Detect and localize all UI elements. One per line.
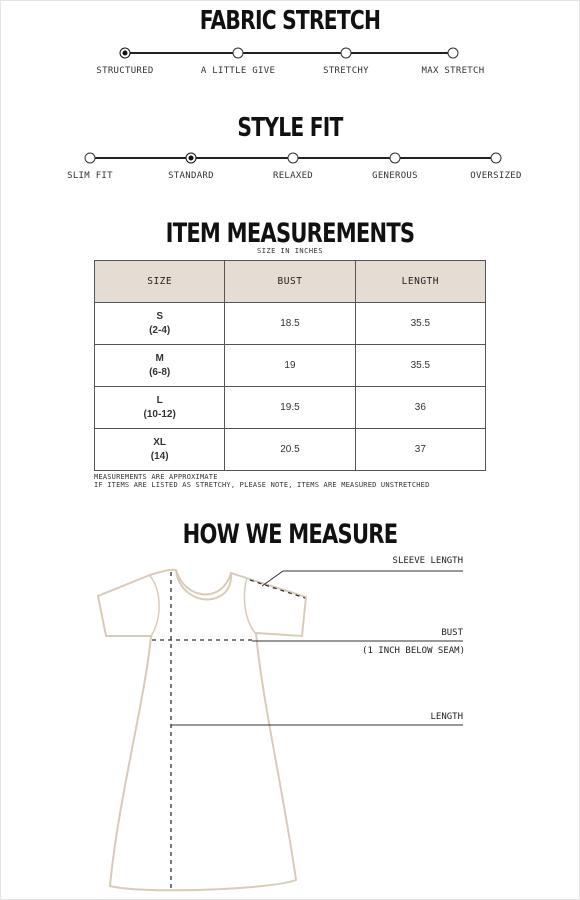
length-cell: 36 bbox=[355, 387, 485, 429]
bust-cell: 19.5 bbox=[225, 387, 355, 429]
table-header-row bbox=[95, 261, 486, 303]
style-fit-dot-generous bbox=[390, 153, 401, 164]
garment-diagram bbox=[0, 540, 580, 900]
bust-cell: 19 bbox=[225, 345, 355, 387]
size-label: S bbox=[156, 310, 163, 322]
sleeve-leader-line bbox=[262, 571, 463, 586]
size-cell bbox=[95, 387, 225, 429]
style-fit-dot-slim-fit bbox=[85, 153, 96, 164]
fabric-stretch-dot-a-little-give bbox=[233, 48, 244, 59]
length-cell: 35.5 bbox=[355, 345, 485, 387]
sleeve-length-label: SLEEVE LENGTH bbox=[392, 556, 463, 566]
dress-outline bbox=[98, 570, 306, 891]
style-fit-dot-oversized bbox=[491, 153, 502, 164]
style-fit-dot-relaxed bbox=[288, 153, 299, 164]
header-length: LENGTH bbox=[355, 261, 485, 303]
fabric-stretch-dot-max-stretch bbox=[448, 48, 459, 59]
fabric-stretch-label: STRETCHY bbox=[323, 66, 369, 76]
measurements-subtitle: SIZE IN INCHES bbox=[256, 247, 323, 255]
size-range: (14) bbox=[150, 450, 169, 462]
style-fit-label: GENEROUS bbox=[372, 171, 418, 181]
fabric-stretch-label: A LITTLE GIVE bbox=[200, 66, 276, 76]
fabric-stretch-label: MAX STRETCH bbox=[421, 66, 485, 76]
bust-label: BUST bbox=[441, 628, 463, 638]
size-label: M bbox=[155, 352, 164, 364]
length-cell: 35.5 bbox=[355, 303, 485, 345]
how-we-measure-title: HOW WE MEASURE bbox=[182, 519, 398, 550]
style-fit-title: STYLE FIT bbox=[237, 113, 343, 143]
length-cell: 37 bbox=[355, 429, 485, 471]
size-range: (2-4) bbox=[149, 324, 171, 336]
left-armhole-seam bbox=[150, 576, 159, 636]
fabric-stretch-label: STRUCTURED bbox=[96, 66, 154, 76]
style-fit-label: SLIM FIT bbox=[67, 171, 113, 181]
fabric-stretch-dot-structured bbox=[120, 48, 131, 59]
size-cell bbox=[95, 303, 225, 345]
style-fit-label: OVERSIZED bbox=[470, 171, 522, 181]
table-row bbox=[95, 387, 486, 429]
bust-cell: 18.5 bbox=[225, 303, 355, 345]
style-fit-dot-standard bbox=[186, 153, 197, 164]
header-size: SIZE bbox=[95, 261, 225, 303]
bust-sub-label: (1 INCH BELOW SEAM) bbox=[362, 646, 465, 656]
style-fit-label: STANDARD bbox=[168, 171, 214, 181]
size-label: L bbox=[156, 394, 163, 406]
length-label: LENGTH bbox=[430, 712, 463, 722]
note-approximate: MEASUREMENTS ARE APPROXIMATE bbox=[94, 473, 218, 481]
size-range: (10-12) bbox=[143, 408, 176, 420]
size-cell bbox=[95, 345, 225, 387]
measurements-table bbox=[94, 260, 486, 471]
fabric-stretch-title: FABRIC STRETCH bbox=[199, 6, 381, 36]
sleeve-dashed-line bbox=[250, 580, 305, 598]
style-fit-label: RELAXED bbox=[272, 171, 314, 181]
table-row bbox=[95, 303, 486, 345]
measurements-title: ITEM MEASUREMENTS bbox=[165, 218, 415, 249]
size-cell bbox=[95, 429, 225, 471]
table-row bbox=[95, 345, 486, 387]
size-label: XL bbox=[153, 436, 167, 448]
fabric-stretch-track bbox=[125, 52, 453, 54]
note-unstretched: IF ITEMS ARE LISTED AS STRETCHY, PLEASE NOTE, ITEMS ARE MEASURED UNSTRETCHED bbox=[94, 481, 430, 489]
header-bust: BUST bbox=[225, 261, 355, 303]
fabric-stretch-dot-stretchy bbox=[341, 48, 352, 59]
right-armhole-seam bbox=[244, 578, 256, 634]
table-row bbox=[95, 429, 486, 471]
size-range: (6-8) bbox=[149, 366, 171, 378]
bust-cell: 20.5 bbox=[225, 429, 355, 471]
